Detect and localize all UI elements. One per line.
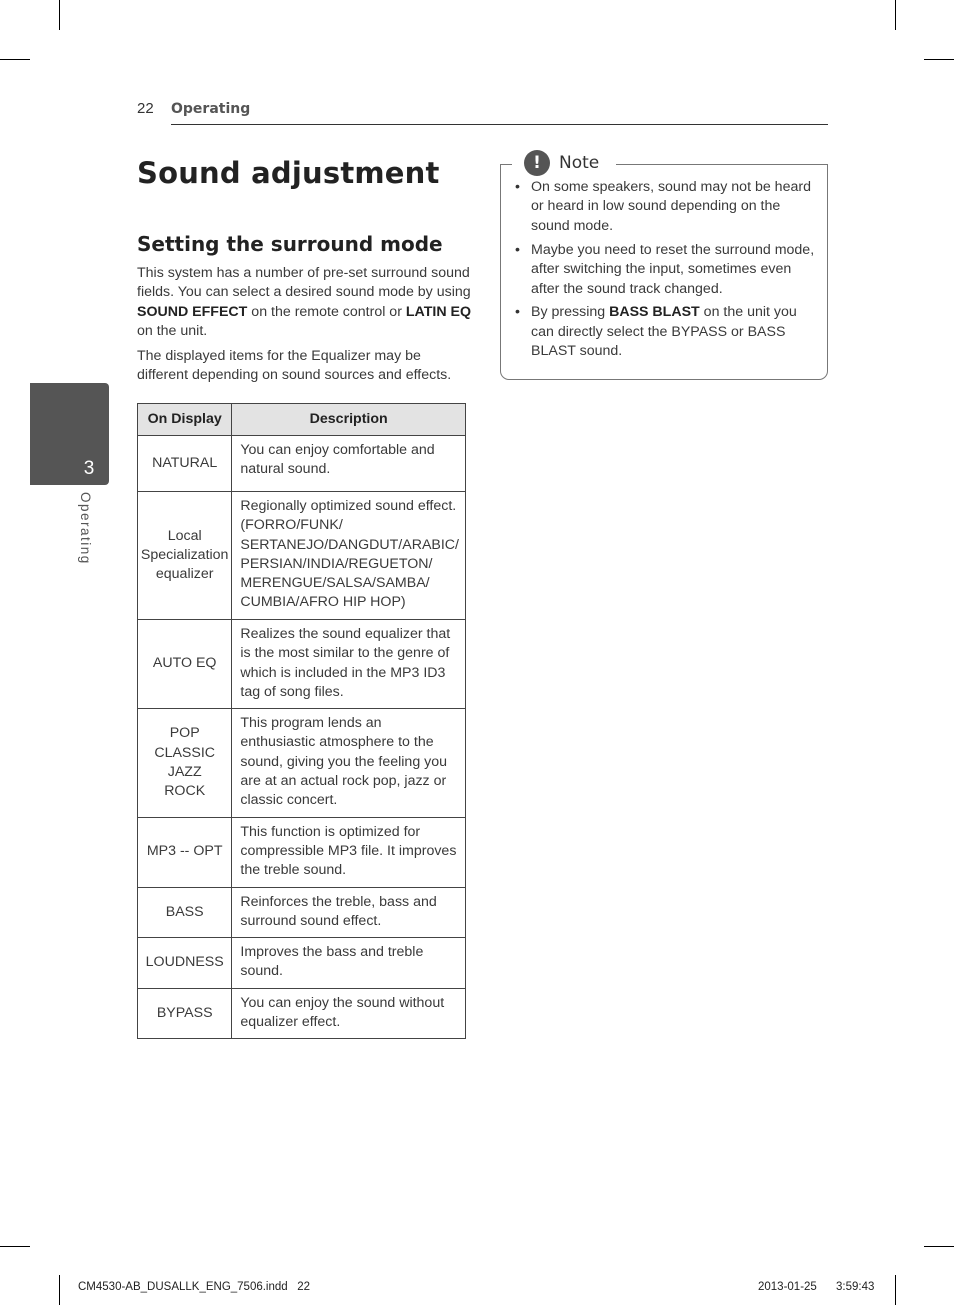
footer-timestamp: 2013-01-25 3:59:43 (758, 1281, 875, 1293)
description-cell: You can enjoy comfortable and natural sound. (232, 436, 466, 492)
description-cell: This function is optimized for compressible MP3 file. It improves the treble sound. (232, 817, 466, 887)
crop-mark (59, 0, 60, 30)
note-title: Note (559, 153, 600, 173)
exclamation-icon: ! (524, 150, 550, 176)
description-cell: Improves the bass and treble sound. (232, 938, 466, 989)
note-list (513, 178, 817, 366)
note-item: • Maybe you need to reset the surround mode, after switching the input, sometimes even after the sound track changed. (513, 241, 817, 299)
page-number: 22 (137, 100, 154, 117)
crop-mark (0, 59, 30, 60)
description-cell: Realizes the sound equalizer that is the most similar to the genre of which is included in the MP3 ID3 tag of song files. (232, 620, 466, 709)
table-row (138, 620, 466, 709)
display-cell: POP CLASSIC JAZZ ROCK (138, 709, 232, 817)
table-row (138, 938, 466, 989)
table-row (138, 887, 466, 938)
crop-mark (895, 0, 896, 30)
equalizer-table (137, 403, 466, 1039)
footer-file-name: CM4530-AB_DUSALLK_ENG_7506.indd 22 (78, 1281, 311, 1293)
crop-mark (895, 1275, 896, 1305)
display-cell: BASS (138, 887, 232, 938)
bass-blast-key: BASS BLAST (609, 304, 700, 321)
column-header-description: Description (232, 404, 466, 436)
sound-effect-key: SOUND EFFECT (137, 303, 248, 320)
description-cell: This program lends an enthusiastic atmosphere to the sound, giving you the feeling you are at an actual rock pop, jazz or classic concert. (232, 709, 466, 817)
table-row (138, 436, 466, 492)
display-cell: NATURAL (138, 436, 232, 492)
display-cell: Local Specialization equalizer (138, 492, 232, 620)
table-row (138, 817, 466, 887)
crop-mark (0, 1246, 30, 1247)
intro-paragraph: This system has a number of pre-set surround sound fields. You can select a desired sound mode by using SOUND EFFECT on the remote control or LATIN EQ on the unit. (137, 265, 472, 340)
display-cell: MP3 -- OPT (138, 817, 232, 887)
description-cell: Regionally optimized sound effect. (FORRO/FUNK/ SERTANEJO/DANGDUT/ARABIC/ PERSIAN/INDIA/REGUETON/ MERENGUE/SALSA/SAMBA/ CUMBIA/AFRO HIP HOP) (232, 492, 466, 620)
table-row (138, 709, 466, 817)
description-cell: You can enjoy the sound without equalizer effect. (232, 988, 466, 1039)
description-cell: Reinforces the treble, bass and surround sound effect. (232, 887, 466, 938)
crop-mark (59, 1275, 60, 1305)
table-row (138, 492, 466, 620)
crop-mark (924, 1246, 954, 1247)
latin-eq-key: LATIN EQ (405, 303, 472, 320)
section-heading: Setting the surround mode (137, 232, 443, 256)
column-header-display: On Display (138, 404, 232, 436)
equalizer-paragraph: The displayed items for the Equalizer may be different depending on sound sources and effects. (137, 348, 452, 384)
note-item: • By pressing BASS BLAST on the unit you can directly select the BYPASS or BASS BLAST sound. (513, 303, 817, 361)
display-cell: BYPASS (138, 988, 232, 1039)
header-rule (171, 124, 828, 125)
table-row (138, 988, 466, 1039)
table-header-row (138, 404, 466, 436)
display-cell: LOUDNESS (138, 938, 232, 989)
page-section-label: Operating (171, 101, 251, 117)
page-title: Sound adjustment (137, 156, 440, 190)
note-item: • On some speakers, sound may not be heard or heard in low sound depending on the sound mode. (513, 178, 817, 236)
crop-mark (924, 59, 954, 60)
display-cell: AUTO EQ (138, 620, 232, 709)
chapter-name: Operating (78, 492, 93, 565)
chapter-number: 3 (83, 458, 95, 479)
